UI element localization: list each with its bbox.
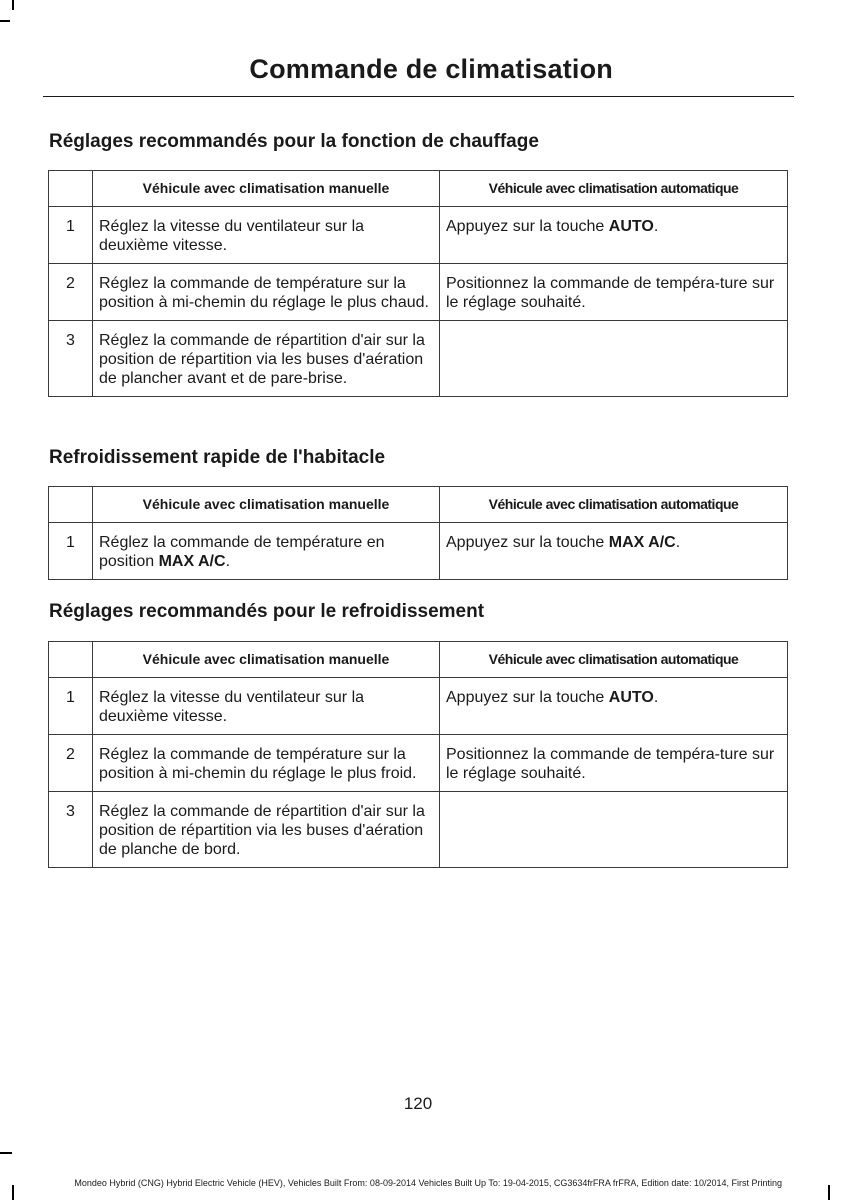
header-number [49,487,93,523]
page-number: 120 [403,1094,433,1113]
title-divider [43,96,794,97]
row-number: 1 [49,523,93,580]
table-header-row [49,642,788,678]
section-heading-cooling: Réglages recommandés pour le refroidissement [49,601,485,622]
manual-instruction: Réglez la commande de répartition d'air sur la position de répartition via les buses d'aération de plancher avant et de pare-brise. [93,321,440,397]
table-row [49,207,788,264]
table-row [49,735,788,792]
crop-mark-bottom-left-horizontal [0,1152,12,1154]
manual-setting-label: MAX A/C [158,553,226,570]
header-number [49,642,93,678]
header-manual: Véhicule avec climatisation manuelle [93,171,440,207]
auto-key-label: MAX A/C [608,534,676,551]
auto-instruction: Appuyez sur la touche AUTO. [440,207,788,264]
section-heading-heating: Réglages recommandés pour la fonction de chauffage [49,131,539,152]
auto-key-label: AUTO [608,218,654,235]
auto-instruction [440,321,788,397]
header-automatic: Véhicule avec climatisation automatique [440,642,788,678]
row-number: 2 [49,264,93,321]
header-manual: Véhicule avec climatisation manuelle [93,487,440,523]
header-manual: Véhicule avec climatisation manuelle [93,642,440,678]
crop-mark-top-left-horizontal [0,20,10,22]
table-row [49,792,788,868]
manual-instruction: Réglez la vitesse du ventilateur sur la deuxième vitesse. [93,678,440,735]
manual-instruction: Réglez la vitesse du ventilateur sur la deuxième vitesse. [93,207,440,264]
footer-edition-info: Mondeo Hybrid (CNG) Hybrid Electric Vehicle (HEV), Vehicles Built From: 08-09-2014 Vehicles Built Up To: 19-04-2015, CG3634frFRA frFRA, Edition date: 10/2014, First Printing [74,1178,782,1188]
heating-settings-table [48,170,788,397]
table-header-row [49,171,788,207]
crop-mark-bottom-left-vertical [12,1185,14,1200]
manual-instruction: Réglez la commande de température sur la position à mi-chemin du réglage le plus froid. [93,735,440,792]
auto-instruction: Positionnez la commande de tempéra-ture sur le réglage souhaité. [440,264,788,321]
page-title: Commande de climatisation [249,54,613,84]
table-row [49,264,788,321]
table-row [49,678,788,735]
auto-instruction: Appuyez sur la touche MAX A/C. [440,523,788,580]
header-number [49,171,93,207]
row-number: 3 [49,792,93,868]
header-automatic: Véhicule avec climatisation automatique [440,487,788,523]
auto-key-label: AUTO [608,689,654,706]
manual-instruction: Réglez la commande de température en position MAX A/C. [93,523,440,580]
crop-mark-top-left-vertical [12,0,14,10]
manual-instruction: Réglez la commande de répartition d'air sur la position de répartition via les buses d'aération de planche de bord. [93,792,440,868]
row-number: 1 [49,678,93,735]
row-number: 1 [49,207,93,264]
auto-instruction: Positionnez la commande de tempéra-ture sur le réglage souhaité. [440,735,788,792]
header-automatic: Véhicule avec climatisation automatique [440,171,788,207]
table-header-row [49,487,788,523]
crop-mark-bottom-right-vertical [828,1185,830,1200]
auto-instruction: Appuyez sur la touche AUTO. [440,678,788,735]
cooling-settings-table [48,641,788,868]
section-heading-rapid-cooling: Refroidissement rapide de l'habitacle [49,447,386,468]
table-row [49,321,788,397]
row-number: 3 [49,321,93,397]
table-row [49,523,788,580]
auto-instruction [440,792,788,868]
rapid-cooling-table [48,486,788,580]
manual-instruction: Réglez la commande de température sur la position à mi-chemin du réglage le plus chaud. [93,264,440,321]
row-number: 2 [49,735,93,792]
